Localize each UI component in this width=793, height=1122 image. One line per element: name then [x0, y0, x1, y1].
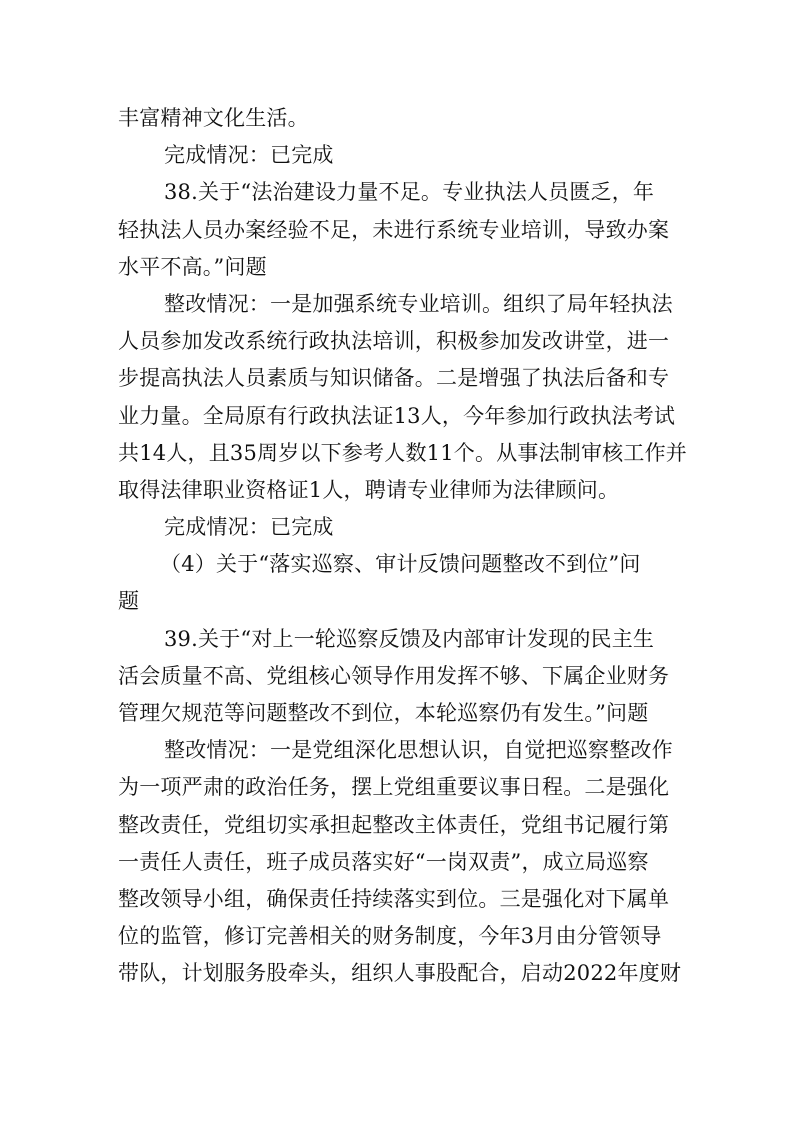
text-line: 管理欠规范等问题整改不到位，本轮巡察仍有发生。”问题: [118, 701, 649, 725]
text-line: 活会质量不高、党组核心领导作用发挥不够、下属企业财务: [118, 663, 670, 688]
item-heading: 38.关于“法治建设力量不足。专业执法人员匮乏，年: [164, 180, 655, 205]
text-line: 位的监管，修订完善相关的财务制度，今年3月由分管领导: [118, 924, 662, 949]
text-line: 为一项严肃的政治任务，摆上党组重要议事日程。二是强化: [118, 775, 670, 800]
text-line: 带队，计划服务股牵头，组织人事股配合，启动2022年度财: [118, 961, 682, 986]
text-line: 步提高执法人员素质与知识储备。二是增强了执法后备和专: [118, 366, 670, 391]
text-line: 丰富精神文化生活。: [118, 106, 309, 130]
completion-status: 完成情况：已完成: [164, 143, 334, 168]
rectification-paragraph: 整改情况：一是加强系统专业培训。组织了局年轻执法: [164, 291, 673, 316]
section-heading: （4）关于“落实巡察、审计反馈问题整改不到位”问: [160, 552, 641, 577]
text-line: 轻执法人员办案经验不足，未进行系统专业培训，导致办案: [118, 217, 670, 242]
item-heading: 39.关于“对上一轮巡察反馈及内部审计发现的民主生: [164, 626, 655, 651]
text-line: 人员参加发改系统行政执法培训，积极参加发改讲堂，进一: [118, 329, 670, 354]
text-line: 水平不高。”问题: [118, 254, 267, 279]
document-page: [118, 100, 687, 993]
text-line: 一责任人责任，班子成员落实好“一岗双责”，成立局巡察: [118, 849, 649, 874]
rectification-paragraph: 整改情况：一是党组深化思想认识，自觉把巡察整改作: [164, 738, 673, 763]
text-line: 取得法律职业资格证1人，聘请专业律师为法律顾问。: [118, 477, 620, 502]
text-line: 整改责任，党组切实承担起整改主体责任，党组书记履行第: [118, 812, 670, 837]
text-line: 题: [118, 589, 140, 614]
text-line: 业力量。全局原有行政执法证13人，今年参加行政执法考试: [118, 403, 676, 428]
text-line: 整改领导小组，确保责任持续落实到位。三是强化对下属单: [118, 886, 670, 911]
text-line: 共14人，且35周岁以下参考人数11个。从事法制审核工作并: [118, 440, 687, 465]
completion-status: 完成情况：已完成: [164, 515, 334, 540]
